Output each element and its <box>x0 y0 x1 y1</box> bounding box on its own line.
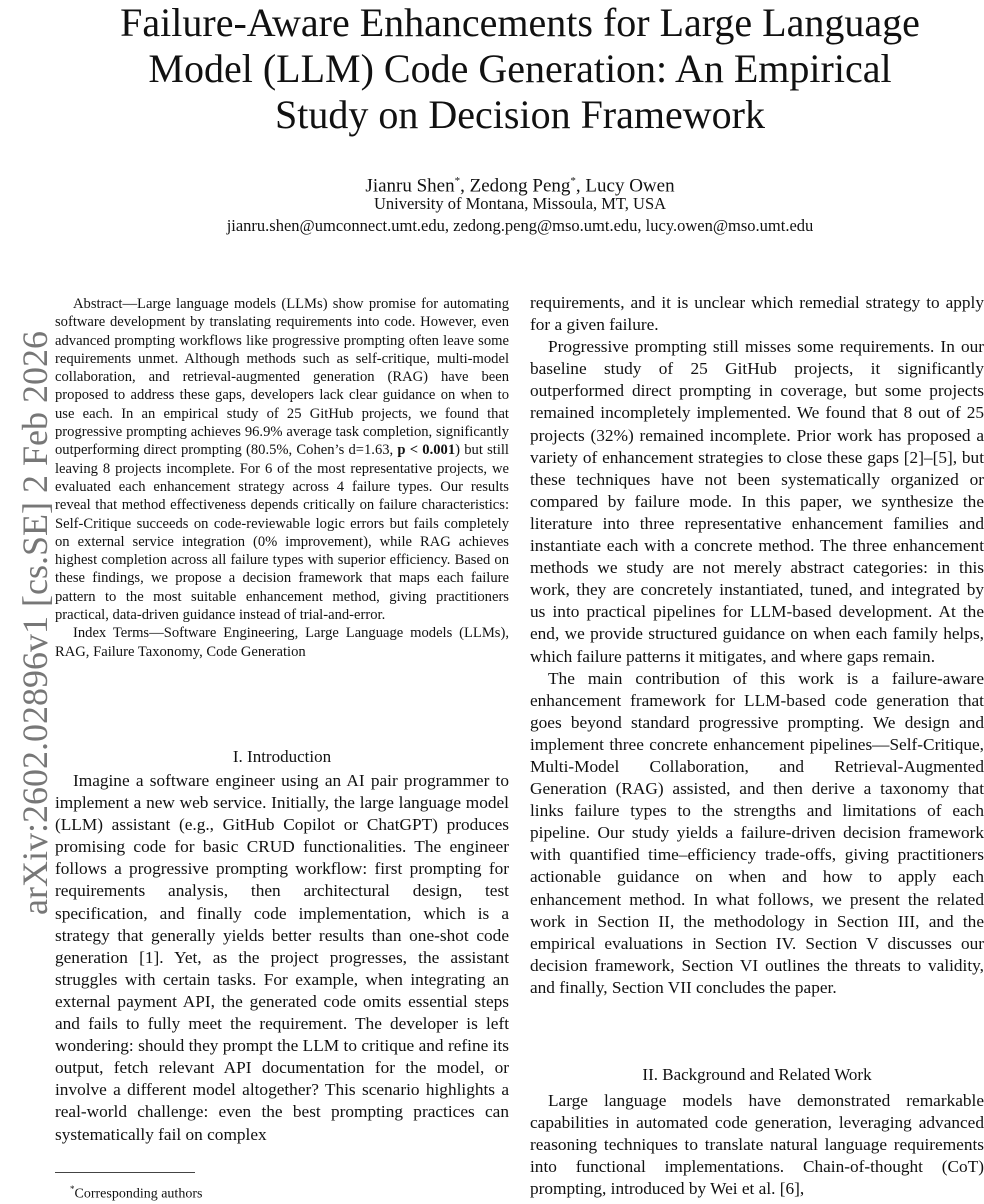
author-mark: * <box>454 175 461 187</box>
author-name: Lucy Owen <box>585 175 675 197</box>
section-heading: I. Introduction <box>232 747 332 766</box>
footnote <box>70 1180 202 1204</box>
affiliation: University of Montana, Missoula, MT, USA <box>373 194 667 213</box>
index-terms <box>55 624 509 661</box>
p-value: p < 0.001 <box>397 442 456 459</box>
author-list: Jianru Shen*, Zedong Peng*, Lucy Owen <box>365 175 675 197</box>
author-name: Jianru Shen <box>365 175 455 197</box>
abstract-text: Large language models (LLMs) show promise for automating software development by translating requirements into code. However, even advanced prompting workflows like progressive prompting often leave some requirements unmet. Although methods such as self-critique, multi-model collaboration, and retrieval-augmented generation (RAG) have been proposed to address these gaps, developers lack clear guidance on when to use each. In an empirical study of 25 GitHub projects, we found that progressive prompting achieves 96.9% average task completion, significantly outperforming direct prompting (80.5%, Cohen’s d=1.63, <box>55 296 509 459</box>
body-paragraph: The main contribution of this work is a failure-aware enhancement framework for LLM-based code generation that goes beyond standard progressive prompting. We design and implement three concrete enhancement pipelines—Self-Critique, Multi-Model Collaboration, and Retrieval-Augmented Generation (RAG) assisted, and then derive a taxonomy that links failure types to the strengths and limitations of each pipeline. Our study yields a failure-driven decision framework with quantified time–efficiency trade-offs, giving practitioners actionable guidance on when and how to apply each enhancement method. In what follows, we present the related work in Section II, the methodology in Section III, and the empirical evaluations in Section IV. Section V discusses our decision framework, Section VI outlines the threats to validity, and finally, Section VII concludes the paper. <box>530 668 984 997</box>
title-line: Model (LLM) Code Generation: An Empirical <box>148 46 892 91</box>
title-line: Study on Decision Framework <box>275 92 765 137</box>
arxiv-identifier: arXiv:2602.02896v1 [cs.SE] 2 Feb 2026 <box>15 331 55 915</box>
body-paragraph: requirements, and it is unclear which remedial strategy to apply for a given failure. <box>530 293 984 335</box>
body-paragraph: Large language models have demonstrated remarkable capabilities in automated code generation, leveraging advanced reasoning techniques to translate natural language requirements into functional implementations. Chain-of-thought (CoT) prompting, introduced by Wei et al. [6], <box>530 1091 984 1199</box>
abstract-label: Abstract— <box>73 296 138 312</box>
abstract-paragraph <box>55 295 509 624</box>
footnote-rule <box>55 1172 195 1173</box>
index-terms-text: Software Engineering, Large Language models (LLMs), RAG, Failure Taxonomy, Code Generation <box>55 625 509 660</box>
footnote-mark: * <box>70 1184 75 1194</box>
title-line: Failure-Aware Enhancements for Large Language <box>120 0 920 45</box>
section2-body <box>530 1090 984 1200</box>
right-column <box>530 292 984 999</box>
abstract <box>55 295 509 661</box>
abstract-text: ) but still leaving 8 projects incomplete. For 6 of the most representative projects, we evaluated each enhancement strategy across 4 failure types. Our results reveal that method effectiveness depends critically on failure characteristics: Self-Critique succeeds on code-reviewable logic errors but fails completely on external service integration (0% improvement), while RAG achieves highest completion across all failure types with superior efficiency. Based on these findings, we propose a decision framework that maps each failure pattern to the most suitable enhancement method, giving practitioners practical, data-driven guidance instead of trial-and-error. <box>55 442 509 624</box>
paper-title <box>60 0 980 138</box>
author-name: Zedong Peng <box>469 175 571 197</box>
author-mark: * <box>570 175 576 187</box>
intro-column <box>55 770 509 1146</box>
index-terms-label: Index Terms— <box>73 625 164 642</box>
footnote-text: Corresponding authors <box>74 1186 203 1202</box>
section-heading: II. Background and Related Work <box>642 1065 872 1084</box>
body-paragraph: Progressive prompting still misses some requirements. In our baseline study of 25 GitHub projects, it significantly outperformed direct prompting in coverage, but some projects remained incompletely implemented. We found that 8 out of 25 projects (32%) remained incomplete. Prior work has proposed a variety of enhancement strategies to close these gaps [2]–[5], but these techniques have not been systematically organized or compared by failure mode. In this paper, we synthesize the literature into three representative enhancement families and instantiate each with a concrete method. The three enhancement methods we study are not merely abstract categories: in this work, they are concretely instantiated, tuned, and integrated by us into practical pipelines for LLM-based development. At the end, we provide structured guidance on when each family helps, which failure patterns it mitigates, and where gaps remain. <box>530 337 984 666</box>
author-emails: jianru.shen@umconnect.umt.edu, zedong.peng@mso.umt.edu, lucy.owen@mso.umt.edu <box>226 216 814 235</box>
body-paragraph: Imagine a software engineer using an AI pair programmer to implement a new web service. Initially, the large language model (LLM) assistant (e.g., GitHub Copilot or ChatGPT) produces promising code for basic CRUD functionalities. The engineer follows a progressive prompting workflow: first prompting for requirements analysis, then architectural design, test specification, and finally code implementation, which is a strategy that generally yields better results than one-shot code generation [1]. Yet, as the project progresses, the assistant struggles with certain tasks. For example, when integrating an external payment API, the generated code omits essential steps and fails to fully meet the requirement. The developer is left wondering: should they prompt the LLM to critique and refine its output, fetch relevant API documentation for the model, or involve a different model altogether? This scenario highlights a real-world challenge: even the best prompting practices can systematically fail on complex <box>55 771 509 1144</box>
